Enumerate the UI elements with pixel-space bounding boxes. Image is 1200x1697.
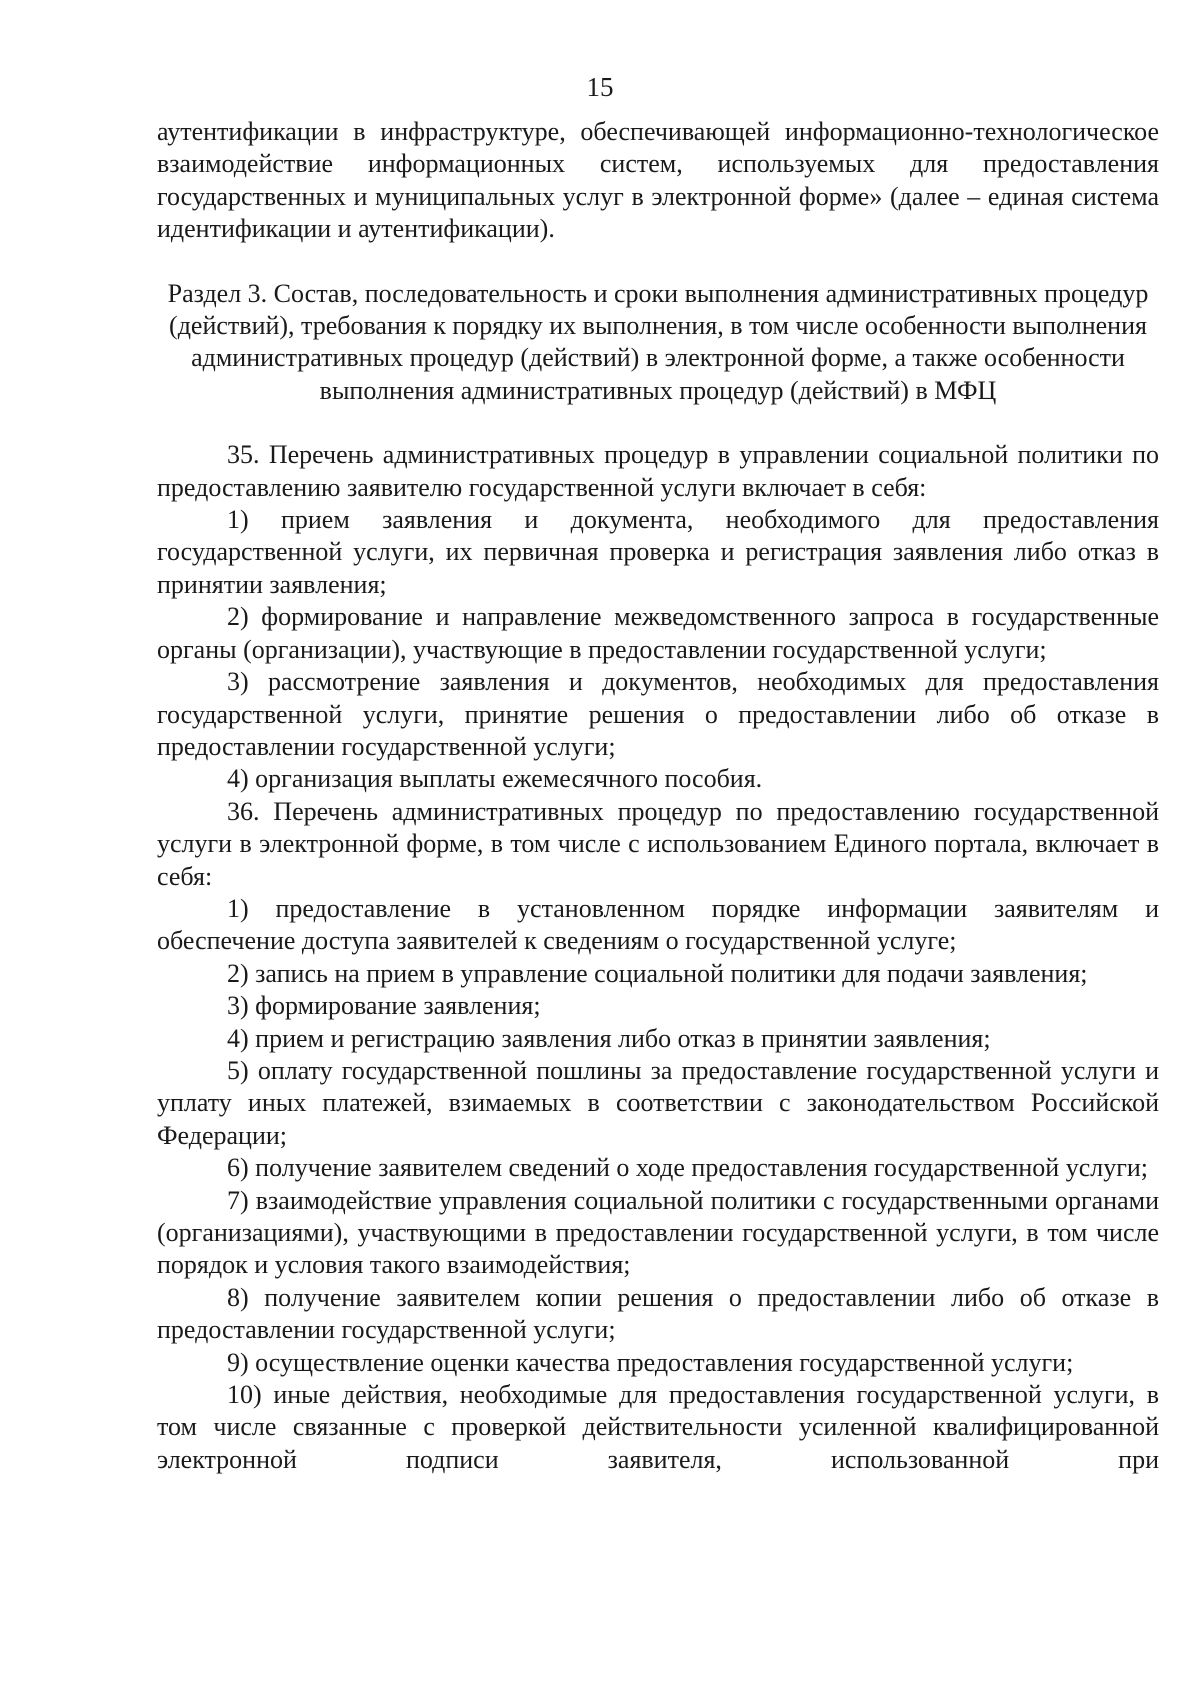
paragraph-36: 36. Перечень административных процедур по предоставлению государственной услуги в электронной форме, в том числе с использованием Единого портала, включает в себя: bbox=[157, 796, 1159, 891]
list-item: 3) рассмотрение заявления и документов, необходимых для предоставления государственной услуги, принятие решения о предоставлении либо об отказе в предоставлении государственной услуги; bbox=[157, 667, 1159, 761]
paragraph-35: 35. Перечень административных процедур в управлении социальной политики по предоставлению заявителю государственной услуги включает в себя: bbox=[157, 440, 1159, 502]
list-item: 2) формирование и направление межведомственного запроса в государственные органы (организации), участвующие в предоставлении государственной услуги; bbox=[157, 602, 1159, 664]
list-item: 10) иные действия, необходимые для предоставления государственной услуги, в том числе связанные с проверкой действительности усиленной квалифицированной электронной подписи заявителя, использованной при bbox=[157, 1380, 1159, 1474]
list-item: 6) получение заявителем сведений о ходе предоставления государственной услуги; bbox=[227, 1153, 1149, 1183]
list-item: 3) формирование заявления; bbox=[227, 991, 541, 1021]
list-item: 2) запись на прием в управление социальной политики для подачи заявления; bbox=[227, 958, 1088, 988]
list-item: 9) осуществление оценки качества предоставления государственной услуги; bbox=[227, 1347, 1074, 1377]
page-number: 15 bbox=[586, 72, 614, 102]
list-item: 4) прием и регистрацию заявления либо отказ в принятии заявления; bbox=[227, 1023, 991, 1053]
list-item: 5) оплату государственной пошлины за предоставление государственной услуги и уплату иных платежей, взимаемых в соответствии с законодательством Российской Федерации; bbox=[157, 1055, 1159, 1150]
section-heading: Раздел 3. Состав, последовательность и сроки выполнения административных процедур (действий), требования к порядку их выполнения, в том числе особенности выполнения административных процедур (действий) в электронной форме, а также особенности выполнения административных процедур (действий) в МФЦ bbox=[167, 278, 1149, 405]
document-body bbox=[157, 116, 1159, 1476]
list-item: 4) организация выплаты ежемесячного пособия. bbox=[227, 764, 763, 794]
list-item: 1) предоставление в установленном порядке информации заявителям и обеспечение доступа заявителей к сведениям о государственной услуге; bbox=[157, 893, 1159, 956]
list-item: 8) получение заявителем копии решения о предоставлении либо об отказе в предоставлении государственной услуги; bbox=[157, 1282, 1159, 1345]
list-item: 1) прием заявления и документа, необходимого для предоставления государственной услуги, их первичная проверка и регистрация заявления либо отказ в принятии заявления; bbox=[157, 505, 1159, 599]
list-item: 7) взаимодействие управления социальной политики с государственными органами (организациями), участвующими в предоставлении государственной услуги, в том числе порядок и условия такого взаимодействия; bbox=[157, 1185, 1159, 1280]
intro-paragraph: аутентификации в инфраструктуре, обеспечивающей информационно-технологическое взаимодействие информационных систем, используемых для предоставления государственных и муниципальных услуг в электронной форме» (далее – единая система идентификации и аутентификации). bbox=[157, 117, 1159, 244]
